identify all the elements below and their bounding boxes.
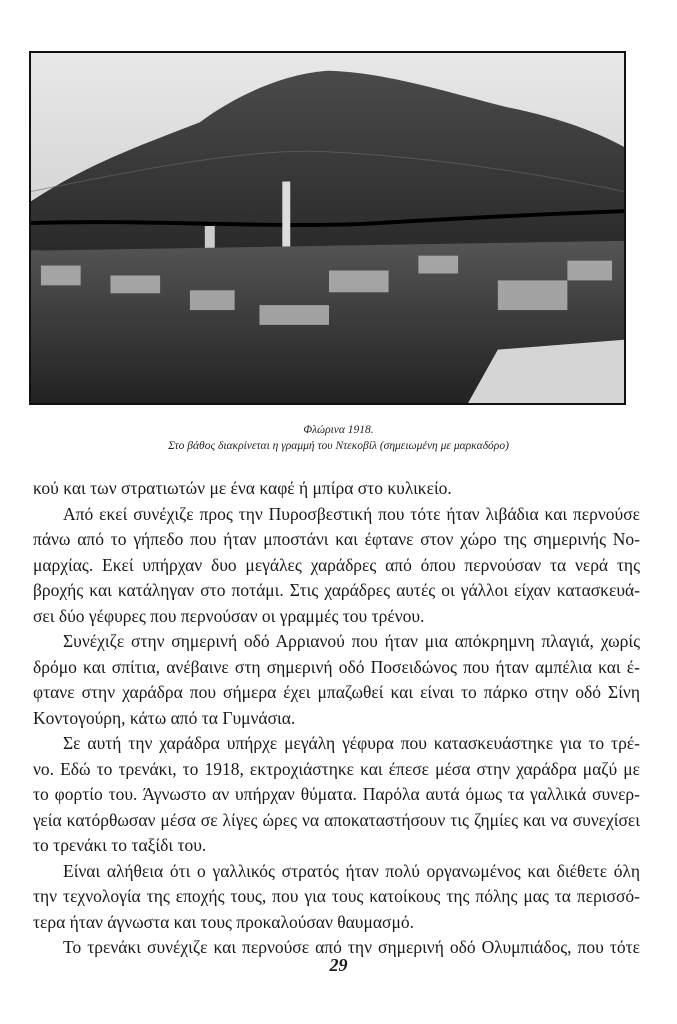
- text-line: Είναι αλήθεια ότι ο γαλλικός στρατός ήταν πολύ οργανωμένος και διέθετε όλη: [63, 860, 640, 881]
- text-line: νο. Εδώ το τρενάκι, το 1918, εκτροχιάστηκε και έπεσε μέσα στην χαράδρα μαζύ με: [33, 758, 640, 779]
- body-text: [33, 476, 640, 961]
- text-line: Κοντογούρη, κάτω από τα Γυμνάσια.: [33, 707, 296, 728]
- text-line: Συνέχιζε στην σημερινή οδό Αρριανού που ήταν μια απόκρημνη πλαγιά, χωρίς: [63, 631, 640, 651]
- text-line: κού και των στρατιωτών με ένα καφέ ή μπίρα στο κυλικείο.: [33, 478, 452, 498]
- historic-photo-florina-1918: [29, 51, 626, 405]
- text-line: Από εκεί συνέχιζε προς την Πυροσβεστική που τότε ήταν λιβάδια και περνούσε: [63, 503, 640, 524]
- text-line: μαρχίας. Εκεί υπήρχαν δυο μεγάλες χαράδρες από όπου περνούσαν τα νερά της: [33, 554, 640, 575]
- paragraph: [33, 502, 640, 630]
- page-number: 29: [329, 955, 348, 975]
- paragraph: [33, 859, 640, 936]
- text-line: πάνω από το γήπεδο που ήταν μποστάνι και έφτανε στον χώρο της σημερινής Νο-: [33, 529, 640, 549]
- text-line: την τεχνολογία της εποχής τους, που για τους κατοίκους της πόλης μας τα περισσό-: [33, 886, 640, 906]
- paragraph: [33, 731, 640, 859]
- text-line: Το τρενάκι συνέχιζε και περνούσε από την σημερινή οδό Ολυμπιάδος, που τότε: [63, 937, 640, 957]
- figure-caption-title: Φλώρινα 1918.: [303, 424, 374, 436]
- text-line: δρόμο και σπίτια, ανέβαινε στη σημερινή οδό Ποσειδώνος που ήταν αμπέλια και έ-: [33, 656, 640, 677]
- paragraph: [33, 476, 640, 502]
- text-line: φτανε στην χαράδρα που σήμερα έχει μπαζωθεί και είναι το πάρκο στην οδό Σίνη: [33, 682, 640, 702]
- paragraph: [33, 629, 640, 731]
- text-line: βροχής και κατάληγαν στο ποτάμι. Στις χαράδρες αυτές οι γάλλοι είχαν κατασκευά-: [33, 580, 640, 600]
- photo-image: [31, 53, 624, 403]
- text-line: το φορτίο του. Άγνωστο αν υπήρχαν θύματα. Παρόλα αυτά όμως τα γαλλικά συνερ-: [33, 784, 640, 804]
- text-line: σει δύο γέφυρες που περνούσαν οι γραμμές του τρένου.: [33, 605, 425, 626]
- text-line: το τρενάκι το ταξίδι του.: [33, 835, 207, 855]
- figure-caption-text: Στο βάθος διακρίνεται η γραμμή του Ντεκοβίλ (σημειωμένη με μαρκαδόρο): [168, 440, 509, 452]
- text-line: γεία κατόρθωσαν μέσα σε λίγες ώρες να αποκαταστήσουν τις ζημίες και να συνεχίσει: [33, 809, 640, 830]
- text-line: τερα ήταν άγνωστα και τους προκαλούσαν θαυμασμό.: [33, 911, 414, 932]
- text-line: Σε αυτή την χαράδρα υπήρχε μεγάλη γέφυρα που κατασκευάστηκε για το τρέ-: [63, 733, 640, 753]
